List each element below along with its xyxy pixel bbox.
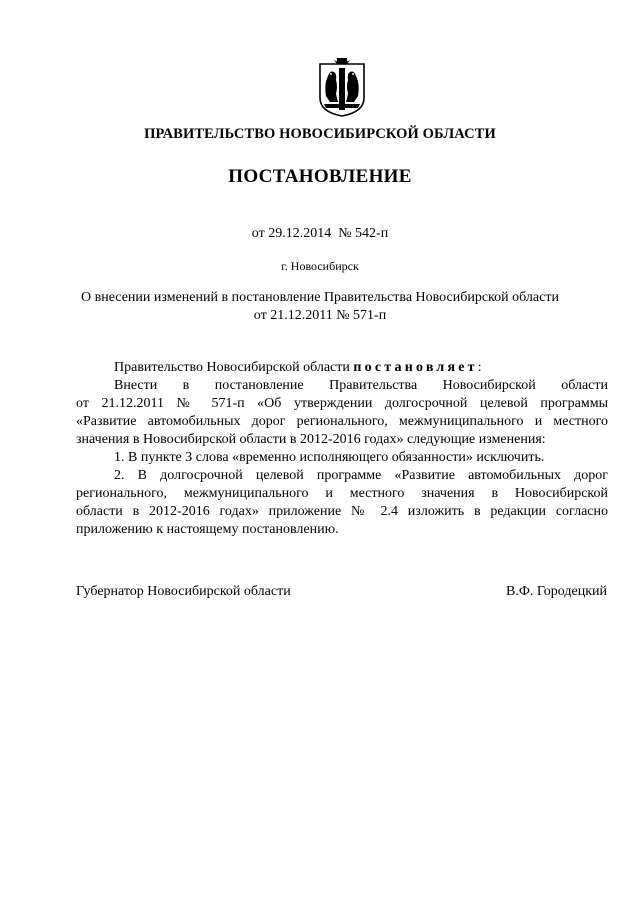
paragraph-1-line: «Развитие автомобильных дорог регионального, межмуниципального и местного: [76, 414, 608, 429]
coat-of-arms-icon: [318, 58, 366, 118]
item-2-line: области в 2012-2016 годах» приложение № 2.4 изложить в редакции согласно: [76, 504, 608, 519]
intro-prefix: Правительство Новосибирской области: [114, 360, 350, 375]
item-1: 1. В пункте 3 слова «временно исполняющего обязанности» исключить.: [114, 450, 545, 465]
subject-line-2: от 21.12.2011 № 571-п: [253, 308, 387, 323]
signatory-position: Губернатор Новосибирской области: [76, 584, 291, 599]
paragraph-1-line: от 21.12.2011 № 571-п «Об утверждении долгосрочной целевой программы: [76, 396, 608, 411]
paragraph-1: [76, 377, 608, 449]
government-name: ПРАВИТЕЛЬСТВО НОВОСИБИРСКОЙ ОБЛАСТИ: [144, 126, 496, 142]
intro-suffix: :: [477, 360, 482, 375]
document-subject: [0, 289, 640, 325]
signatory-name: В.Ф. Городецкий: [506, 584, 607, 599]
document-title: ПОСТАНОВЛЕНИЕ: [228, 166, 412, 187]
intro-paragraph: [76, 359, 608, 377]
subject-line-1: О внесении изменений в постановление Правительства Новосибирской области: [81, 290, 559, 305]
city-line: г. Новосибирск: [281, 259, 359, 273]
paragraph-1-line: значения в Новосибирской области в 2012-2016 годах» следующие изменения:: [76, 432, 546, 447]
item-2-line: 2. В долгосрочной целевой программе «Развитие автомобильных дорог: [114, 468, 608, 483]
document-body: [76, 359, 608, 539]
item-2-line: приложению к настоящему постановлению.: [76, 522, 339, 537]
item-2-line: регионального, межмуниципального и местного значения в Новосибирской: [76, 486, 608, 501]
date-number-line: от 29.12.2014 № 542-п: [251, 226, 389, 241]
intro-keyword: постановляет: [353, 360, 478, 375]
item-2: [76, 467, 608, 539]
paragraph-1-line: Внести в постановление Правительства Новосибирской области: [114, 378, 608, 393]
